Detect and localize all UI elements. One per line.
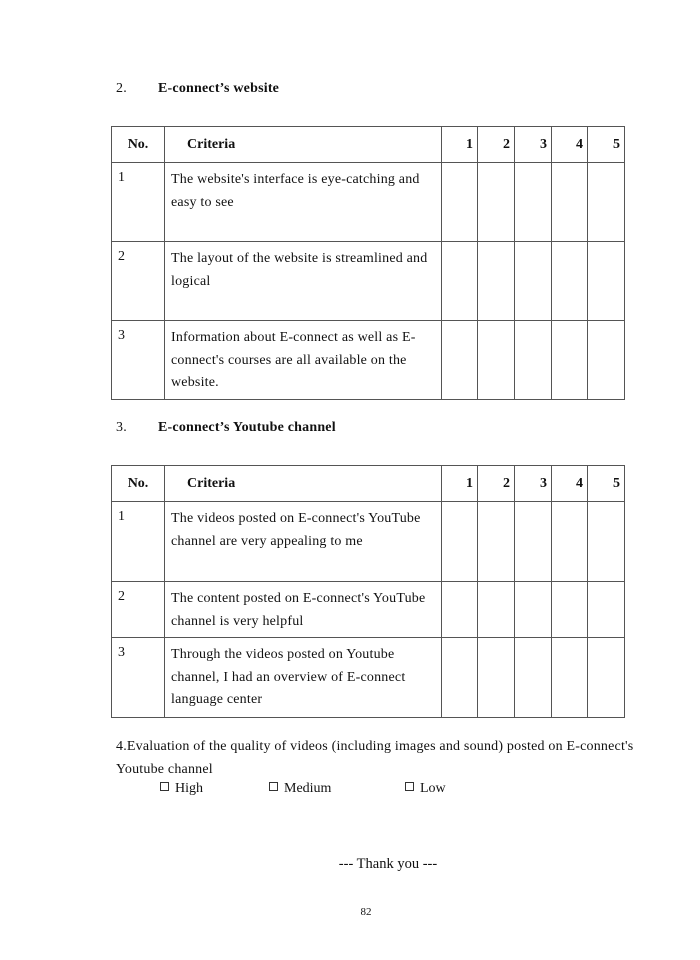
rating-cell-2[interactable]: [478, 502, 515, 582]
row-number: 2: [112, 582, 165, 638]
rating-cell-5[interactable]: [588, 502, 625, 582]
column-header-score-2: 2: [478, 127, 515, 163]
rating-cell-2[interactable]: [478, 163, 515, 242]
row-criteria: The layout of the website is streamlined and logical: [165, 242, 442, 321]
table-row: [112, 582, 625, 638]
column-header-score-4: 4: [552, 127, 588, 163]
table-header-row: [112, 127, 625, 163]
rating-cell-5[interactable]: [588, 242, 625, 321]
rating-cell-1[interactable]: [442, 638, 478, 718]
row-criteria: Through the videos posted on Youtube channel, I had an overview of E-connect language center: [165, 638, 442, 718]
option-medium[interactable]: [269, 781, 331, 797]
rating-cell-4[interactable]: [552, 242, 588, 321]
rating-cell-5[interactable]: [588, 163, 625, 242]
rating-cell-1[interactable]: [442, 242, 478, 321]
rating-cell-4[interactable]: [552, 163, 588, 242]
row-criteria: Information about E-connect as well as E-connect's courses are all available on the website.: [165, 321, 442, 400]
column-header-score-3: 3: [515, 127, 552, 163]
row-number: 3: [112, 321, 165, 400]
rating-cell-5[interactable]: [588, 638, 625, 718]
section-2-heading: [116, 81, 279, 97]
table-row: [112, 502, 625, 582]
column-header-score-3: 3: [515, 466, 552, 502]
page-number: 82: [360, 906, 372, 918]
question-4-text: 4.Evaluation of the quality of videos (including images and sound) posted on E-connect's Youtube channel: [116, 739, 634, 777]
rating-cell-4[interactable]: [552, 638, 588, 718]
rating-cell-4[interactable]: [552, 321, 588, 400]
option-medium-label: Medium: [284, 781, 332, 796]
option-high[interactable]: [160, 781, 203, 797]
column-header-criteria: Criteria: [165, 127, 442, 163]
column-header-score-5: 5: [588, 466, 625, 502]
row-criteria: The content posted on E-connect's YouTube channel is very helpful: [165, 582, 442, 638]
row-number: 3: [112, 638, 165, 718]
rating-cell-5[interactable]: [588, 321, 625, 400]
column-header-score-2: 2: [478, 466, 515, 502]
option-low[interactable]: [405, 781, 446, 797]
column-header-score-1: 1: [442, 127, 478, 163]
rating-cell-2[interactable]: [478, 321, 515, 400]
checkbox-icon[interactable]: [269, 782, 278, 791]
rating-cell-1[interactable]: [442, 582, 478, 638]
rating-cell-1[interactable]: [442, 502, 478, 582]
table-header-row: [112, 466, 625, 502]
closing-text: --- Thank you ---: [338, 856, 438, 872]
column-header-criteria: Criteria: [165, 466, 442, 502]
rating-cell-2[interactable]: [478, 242, 515, 321]
column-header-score-5: 5: [588, 127, 625, 163]
column-header-score-4: 4: [552, 466, 588, 502]
section-3-heading: [116, 420, 336, 436]
rating-cell-3[interactable]: [515, 242, 552, 321]
rating-cell-1[interactable]: [442, 321, 478, 400]
checkbox-icon[interactable]: [160, 782, 169, 791]
checkbox-icon[interactable]: [405, 782, 414, 791]
option-low-label: Low: [420, 781, 446, 796]
table-row: [112, 638, 625, 718]
column-header-no: No.: [112, 127, 165, 163]
section-2-title: E-connect’s website: [158, 81, 280, 96]
table-row: [112, 163, 625, 242]
table-row: [112, 321, 625, 400]
rating-cell-1[interactable]: [442, 163, 478, 242]
rating-cell-3[interactable]: [515, 502, 552, 582]
row-number: 1: [112, 163, 165, 242]
rating-cell-3[interactable]: [515, 582, 552, 638]
section-3-number: 3.: [116, 420, 127, 435]
row-number: 2: [112, 242, 165, 321]
rating-cell-5[interactable]: [588, 582, 625, 638]
column-header-score-1: 1: [442, 466, 478, 502]
table-row: [112, 242, 625, 321]
option-high-label: High: [175, 781, 203, 796]
rating-cell-2[interactable]: [478, 638, 515, 718]
section-2-number: 2.: [116, 81, 127, 96]
rating-cell-4[interactable]: [552, 502, 588, 582]
row-criteria: The website's interface is eye-catching and easy to see: [165, 163, 442, 242]
row-number: 1: [112, 502, 165, 582]
column-header-no: No.: [112, 466, 165, 502]
rating-cell-2[interactable]: [478, 582, 515, 638]
website-rating-table: [111, 126, 625, 400]
row-criteria: The videos posted on E-connect's YouTube channel are very appealing to me: [165, 502, 442, 582]
rating-cell-3[interactable]: [515, 321, 552, 400]
rating-cell-4[interactable]: [552, 582, 588, 638]
section-3-title: E-connect’s Youtube channel: [158, 420, 336, 435]
rating-cell-3[interactable]: [515, 638, 552, 718]
rating-cell-3[interactable]: [515, 163, 552, 242]
youtube-rating-table: [111, 465, 625, 718]
